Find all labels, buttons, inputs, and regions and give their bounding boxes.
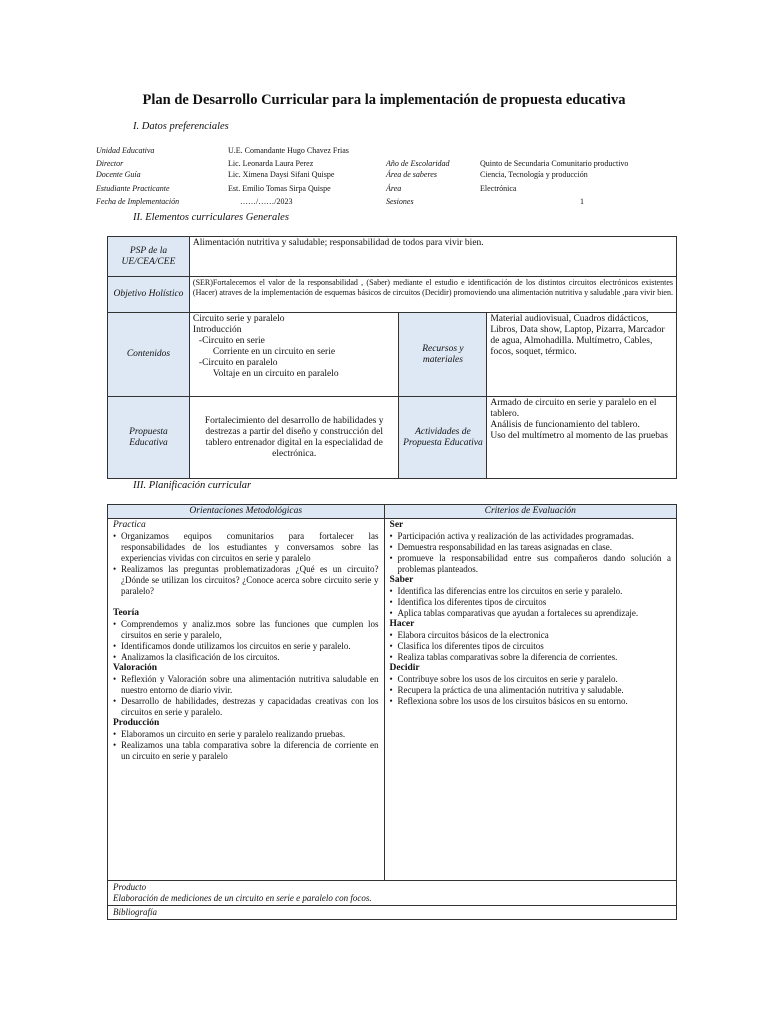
teoria-item: • Comprendemos y analiz.mos sobre las funciones que cumplen los cirsuitos en serie y paralelo,: [113, 619, 379, 641]
saber-item: • Aplica tablas comparativas que ayudan a fortaleces su aprendizaje.: [390, 608, 671, 619]
decidir-item: • Recupera la práctica de una alimentación nutritiva y saludable.: [390, 685, 671, 696]
planificacion-table: [107, 504, 677, 920]
estudiante-value: Est. Emilio Tomas Sirpa Quispe: [228, 184, 331, 193]
decidir-heading: Decidir: [389, 663, 420, 673]
sesiones-value: 1: [580, 197, 584, 206]
area-saberes-value: Ciencia, Tecnología y producción: [480, 170, 588, 179]
estudiante-label: Estudiante Practicante: [96, 184, 170, 193]
section-planificacion-heading: III. Planificación curricular: [133, 480, 252, 491]
director-value: Lic. Leonarda Laura Perez: [228, 159, 314, 168]
producto-value: Elaboración de mediciones de un circuito en serie e paralelo con focos.: [113, 893, 372, 903]
saber-heading: Saber: [389, 575, 414, 585]
recursos-label: Recursos y materiales: [399, 313, 487, 397]
psp-value: Alimentación nutritiva y saludable; responsabilidad de todos para vivir bien.: [189, 237, 676, 277]
contenidos-line: -Circuito en paralelo: [198, 358, 278, 368]
valoracion-item: • Desarrollo de habilidades, destrezas y capacidadas creativas con los circuitos en serie y paralelo.: [113, 696, 379, 718]
produccion-item: • Elaboramos un circuito en serie y paralelo realizando pruebas.: [113, 729, 379, 740]
recursos-value: Material audiovisual, Cuadros didácticos, Libros, Data show, Laptop, Pizarra, Marcador de agua, Almohadilla. Multímetro, Cables, focos, soquet, térmico.: [487, 313, 677, 397]
director-label: Director: [96, 159, 124, 168]
contenidos-line: Circuito serie y paralelo: [192, 314, 285, 324]
actividades-cell: [487, 397, 677, 479]
producto-cell: [108, 881, 677, 906]
hacer-item: • Clasifica los diferentes tipos de circuitos: [390, 641, 671, 652]
area-saberes-label: Área de saberes: [386, 170, 437, 179]
criterios-cell: [384, 519, 676, 881]
area-value: Electrónica: [480, 184, 517, 193]
objetivo-value: (SER)Fortalecemos el valor de la responsabilidad , (Saber) mediante el estudio e identificación de los distintos circuitos electrónicos existentes (Hacer) atraves de la implementación de esquemas básicos de circuitos (Decidir) promoviendo una alimentación nutritiva y saludable ,para vivir bien.: [189, 277, 676, 313]
propuesta-label: Propuesta Educativa: [108, 397, 190, 479]
section-elementos-heading: II. Elementos curriculares Generales: [133, 212, 289, 223]
contenidos-line: -Circuito en serie: [198, 336, 265, 346]
hacer-heading: Hacer: [389, 619, 415, 629]
fecha-value: ……/……/2023: [240, 197, 293, 206]
fecha-label: Fecha de Implementación: [96, 197, 180, 206]
anio-label: Año de Escolaridad: [386, 159, 450, 168]
bibliografia-label: Bibliografía: [108, 906, 677, 920]
actividades-line: Armado de circuito en serie y paralelo en el tablero.: [490, 398, 657, 419]
producto-label: Producto: [113, 882, 147, 892]
hacer-item: • Realiza tablas comparativas sobre la diferencia de corrientes.: [390, 652, 671, 663]
contenidos-line: Introducción: [192, 325, 242, 335]
actividades-line: Uso del multímetro al momento de las pruebas: [490, 431, 668, 441]
ser-item: • Participación activa y realización de las actividades programadas.: [390, 531, 671, 542]
objetivo-label: Objetivo Holístico: [108, 277, 190, 313]
sesiones-label: Sesiones: [386, 197, 414, 206]
valoracion-heading: Valoración: [113, 663, 157, 673]
actividades-line: Análisis de funcionamiento del tablero.: [490, 420, 640, 430]
decidir-item: • Reflexiona sobre los usos de los cirsuitos básicos en su entorno.: [390, 696, 671, 707]
anio-value: Quinto de Secundaria Comunitario productivo: [480, 159, 629, 168]
valoracion-item: • Reflexión y Valoración sobre una alimentación nutritiva saludable en nuestro entorno de diario vivir.: [113, 674, 379, 696]
teoria-heading: Teoría: [113, 608, 140, 618]
psp-label: PSP de la UE/CEA/CEE: [108, 237, 190, 277]
teoria-item: • Analizamos la clasificación de los circuitos.: [113, 652, 379, 663]
docente-label: Docente Guía: [96, 170, 141, 179]
ser-item: • Demuestra responsabilidad en las tareas asignadas en clase.: [390, 542, 671, 553]
docente-value: Lic. Ximena Daysi Sifani Quispe: [228, 170, 335, 179]
contenidos-label: Contenidos: [108, 313, 190, 397]
unidad-value: U.E. Comandante Hugo Chavez Frias: [228, 146, 349, 155]
practica-item: • Realizamos las preguntas problematizadoras ¿Qué es un circuito? ¿Dónde se utilizan los circuitos? ¿Conoce acerca sobre circuito serie y paralelo?: [113, 564, 379, 597]
decidir-item: • Contribuye sobre los usos de los circuitos en serie y paralelo.: [390, 674, 671, 685]
saber-item: • Identifica los diferentes tipos de circuitos: [390, 597, 671, 608]
orientaciones-cell: [108, 519, 385, 881]
orientaciones-header: Orientaciones Metodológicas: [108, 505, 385, 519]
actividades-label: Actividades de Propuesta Educativa: [399, 397, 487, 479]
saber-item: • Identifica las diferencias entre los circuitos en serie y paralelo.: [390, 586, 671, 597]
propuesta-value: Fortalecimiento del desarrollo de habilidades y destrezas a partir del diseño y construcción del tablero entrenador digital en la especialidad de electrónica.: [189, 397, 399, 479]
area-label: Área: [386, 184, 402, 193]
ser-item: • promueve la responsabilidad entre sus compañeros dando solución a problemas planteados.: [390, 553, 671, 575]
criterios-header: Criterios de Evaluación: [384, 505, 676, 519]
elementos-table: [107, 236, 677, 479]
contenidos-cell: [189, 313, 399, 397]
contenidos-line: Voltaje en un circuito en paralelo: [212, 369, 339, 379]
hacer-item: • Elabora circuitos básicos de la electronica: [390, 630, 671, 641]
document-title: Plan de Desarrollo Curricular para la implementación de propuesta educativa: [142, 92, 626, 108]
produccion-item: • Realizamos una tabla comparativa sobre la diferencia de corriente en un circuito en serie y paralelo: [113, 740, 379, 762]
unidad-label: Unidad Educativa: [96, 146, 155, 155]
produccion-heading: Producción: [113, 718, 160, 728]
teoria-item: • Identificamos donde utilizamos los circuitos en serie y paralelo.: [113, 641, 379, 652]
practica-heading: Practica: [113, 520, 146, 530]
section-datos-heading: I. Datos preferenciales: [133, 121, 229, 132]
practica-item: • Organizamos equipos comunitarios para fortalecer las responsabilidades de los estudiantes y conversamos sobre las experiencias vividas con circuitos en serie y paralelo: [113, 531, 379, 564]
contenidos-line: Corriente en un circuito en serie: [212, 347, 336, 357]
ser-heading: Ser: [389, 520, 404, 530]
